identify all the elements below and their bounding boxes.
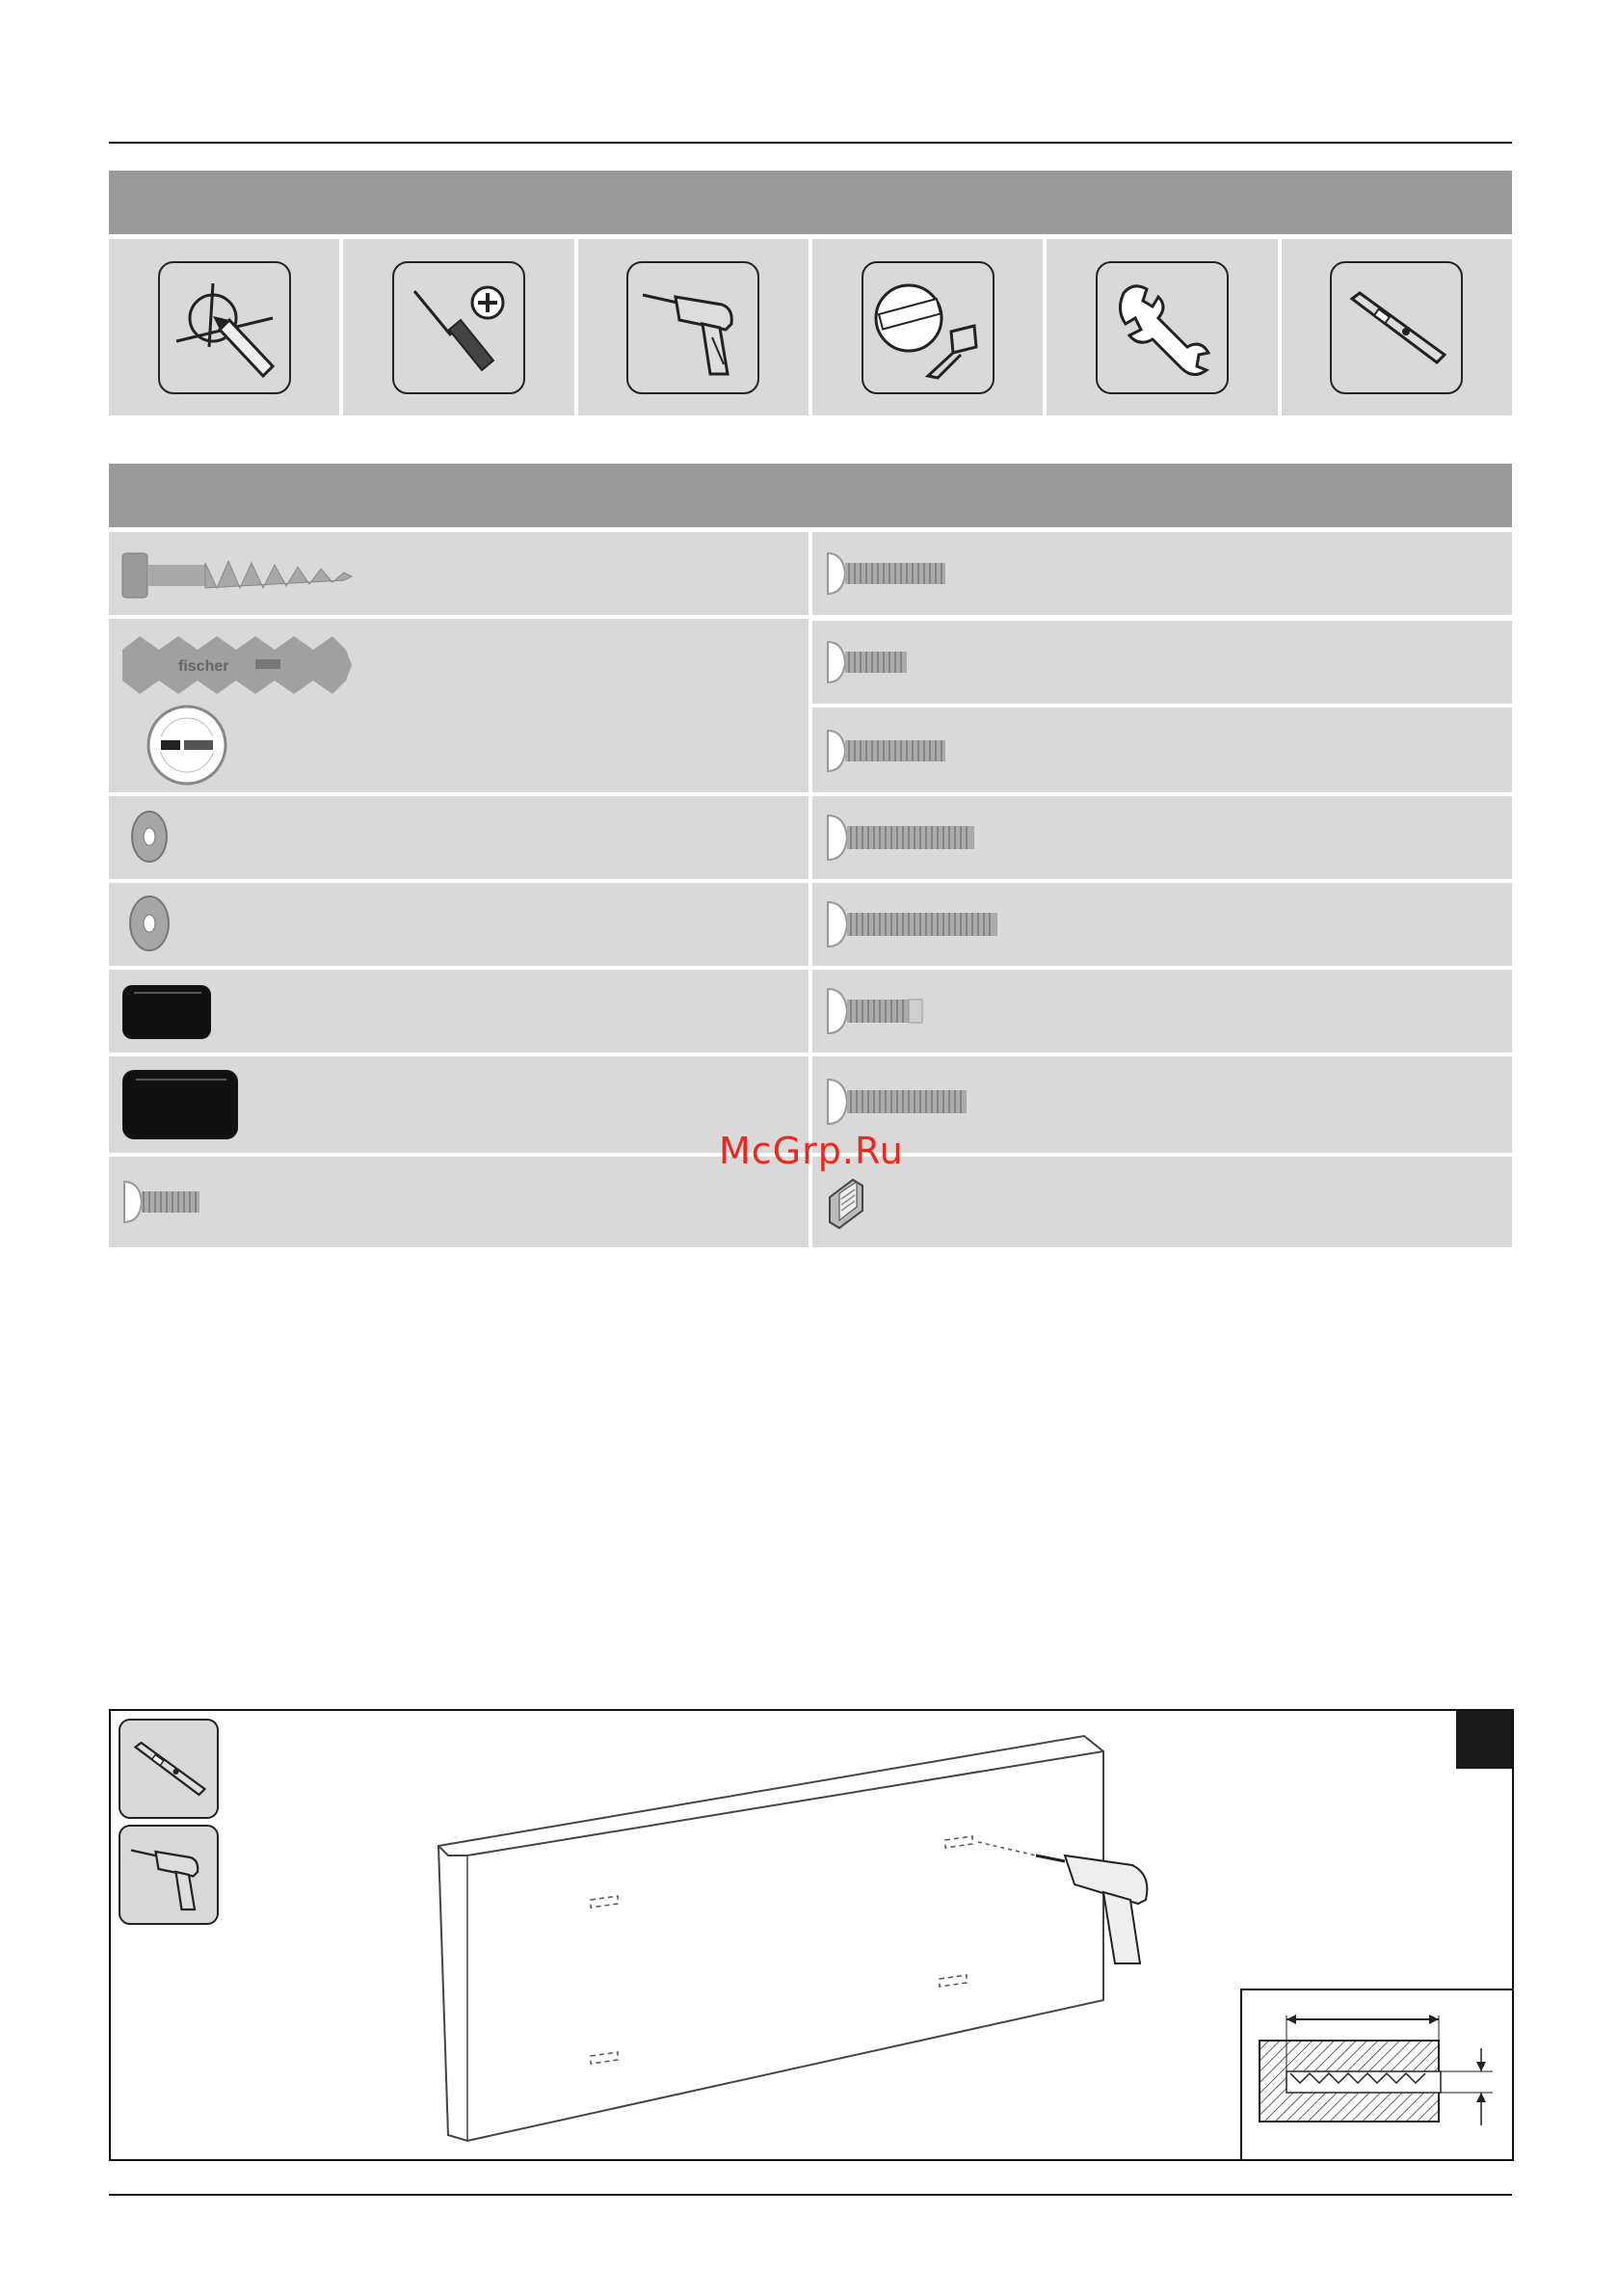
step-panel <box>109 1709 1514 2161</box>
watermark: McGrp.Ru <box>719 1130 904 1172</box>
tools-row <box>109 239 1512 415</box>
wall-anchor-icon <box>120 630 361 698</box>
tape-measure-icon <box>862 261 995 394</box>
parts-header-band <box>109 464 1512 527</box>
part-cell <box>812 707 1512 792</box>
drilling-holes-in-wall-icon <box>429 1711 1200 2154</box>
machine-screw-stepped-icon <box>824 985 940 1037</box>
part-cell <box>109 532 809 615</box>
lag-screw-icon <box>120 542 371 609</box>
machine-screw-icon <box>120 1178 217 1226</box>
anchor-brand-text: fischer <box>178 658 229 675</box>
part-cell <box>109 796 809 879</box>
part-cell <box>812 970 1512 1053</box>
part-cell <box>812 621 1512 704</box>
tool-cell <box>343 239 573 415</box>
tool-cell <box>578 239 809 415</box>
spirit-level-icon <box>1330 261 1463 394</box>
part-cell <box>109 1056 809 1153</box>
machine-screw-xlong-icon <box>824 898 1017 950</box>
power-drill-icon <box>626 261 759 394</box>
part-cell <box>812 883 1512 966</box>
spirit-level-icon <box>119 1719 219 1819</box>
marking-pencil-icon <box>158 261 291 394</box>
part-cell <box>812 1157 1512 1247</box>
spacer-short-icon <box>120 981 217 1043</box>
cable-clip-icon <box>824 1168 872 1236</box>
part-cell <box>812 1056 1512 1153</box>
part-cell <box>109 883 809 966</box>
spacer-long-icon <box>120 1066 246 1143</box>
machine-screw-medium-icon <box>824 549 959 598</box>
part-cell <box>812 796 1512 879</box>
part-cell <box>812 532 1512 615</box>
washer-small-icon <box>120 808 178 866</box>
power-drill-icon <box>119 1825 219 1925</box>
tool-cell <box>1282 239 1512 415</box>
phillips-screwdriver-icon <box>392 261 525 394</box>
bottom-rule <box>109 2194 1512 2196</box>
wrench-icon <box>1096 261 1229 394</box>
part-cell <box>109 1157 809 1247</box>
tool-cell <box>812 239 1043 415</box>
tool-cell <box>1047 239 1277 415</box>
top-rule <box>109 142 1512 144</box>
tools-header-band <box>109 171 1512 234</box>
part-cell <box>109 619 809 792</box>
machine-screw-short-icon <box>824 638 920 686</box>
anchor-depth-detail-icon <box>1240 1989 1512 2159</box>
machine-screw-long-icon <box>824 812 988 864</box>
tool-cell <box>109 239 339 415</box>
washer-large-icon <box>120 893 178 954</box>
part-cell <box>109 970 809 1053</box>
step-number-badge <box>1456 1711 1512 1769</box>
fischer-safety-seal-icon <box>146 704 228 787</box>
machine-screw-medium-icon <box>824 727 959 775</box>
machine-screw-long-icon <box>824 1076 978 1128</box>
